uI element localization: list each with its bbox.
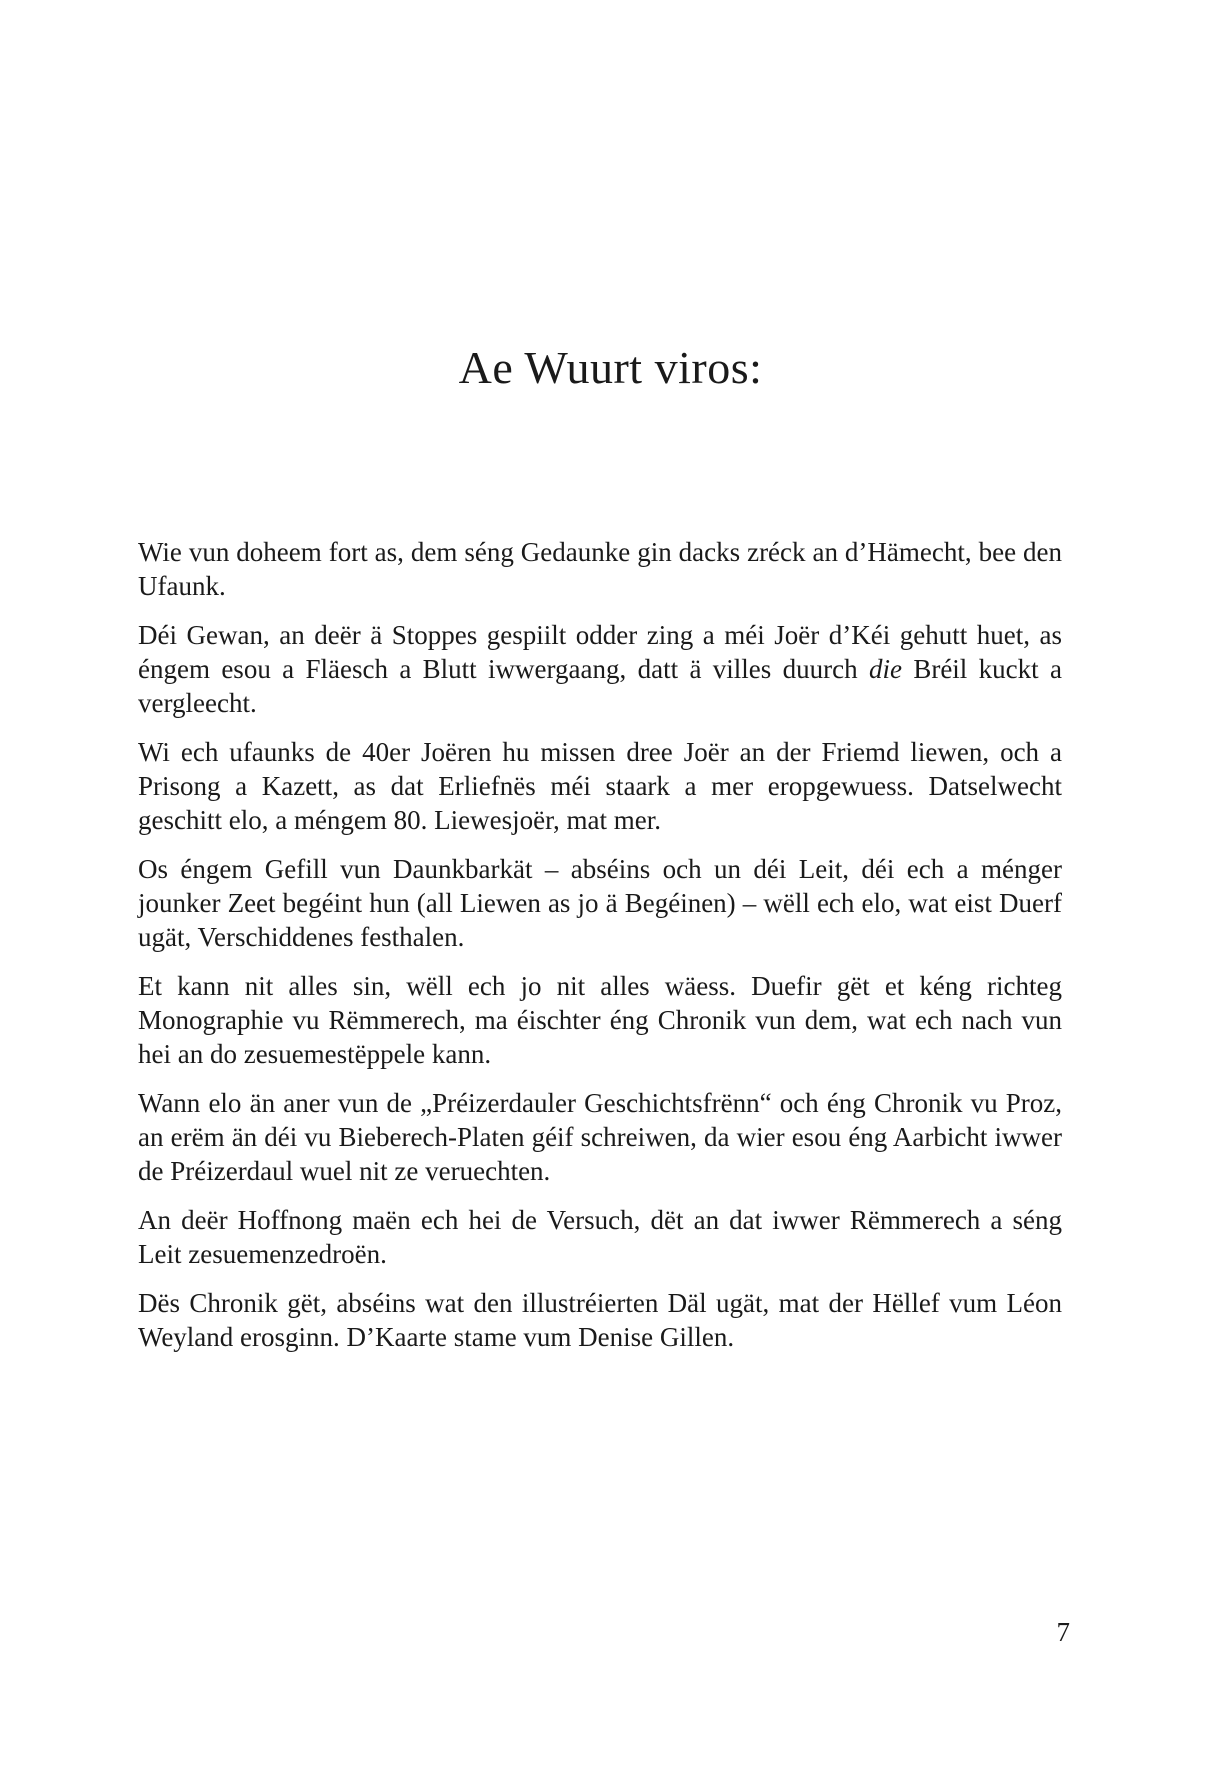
paragraph-1: Wie vun doheem fort as, dem séng Gedaunke gin dacks zréck an d’Hämecht, bee den Ufaunk.	[138, 537, 1062, 601]
page-title: Ae Wuurt viros:	[458, 342, 763, 393]
paragraph-2-after: Bréil kuckt a vergleecht.	[138, 654, 1062, 718]
paragraph-2-emphasis: die	[868, 654, 902, 684]
paragraph-5: Et kann nit alles sin, wëll ech jo nit alles wäess. Duefir gët et kéng richteg Monographie vu Rëmmerech, ma éischter éng Chronik vun dem, wat ech nach vun hei an do zesuemestëppele kann.	[138, 971, 1062, 1069]
paragraph-7: An deër Hoffnong maën ech hei de Versuch, dët an dat iwwer Rëmmerech a séng Leit zesuemenzedroën.	[138, 1205, 1062, 1269]
paragraph-3: Wi ech ufaunks de 40er Joëren hu missen dree Joër an der Friemd liewen, och a Prisong a Kazett, as dat Erliefnës méi staark a mer eropgewuess. Datselwecht geschitt elo, a méngem 80. Liewesjoër, mat mer.	[138, 737, 1062, 835]
paragraph-6: Wann elo än aner vun de „Préizerdauler Geschichtsfrënn“ och éng Chronik vu Proz, an erëm än déi vu Bieberech-Platen géif schreiwen, da wier esou éng Aarbicht iwwer de Préizerdaul wuel nit ze veruechten.	[138, 1088, 1062, 1186]
paragraph-2-before: Déi Gewan, an deër ä Stoppes gespiilt odder zing a méi Joër d’Kéi gehutt huet, as éngem esou a Fläesch a Blutt iwwergaang, datt ä villes duurch	[138, 620, 1062, 684]
paragraph-2	[138, 618, 1062, 720]
body-text	[138, 535, 1062, 1369]
paragraph-4: Os éngem Gefill vun Daunkbarkät – abséins och un déi Leit, déi ech a ménger jounker Zeet begéint hun (all Liewen as jo ä Begéinen) – wëll ech elo, wat eist Duerf ugät, Verschiddenes festhalen.	[138, 854, 1062, 952]
page-number: 7	[1056, 1617, 1070, 1647]
paragraph-8: Dës Chronik gët, abséins wat den illustréierten Däl ugät, mat der Hëllef vum Léon Weyland erosginn. D’Kaarte stame vum Denise Gillen.	[138, 1288, 1062, 1352]
